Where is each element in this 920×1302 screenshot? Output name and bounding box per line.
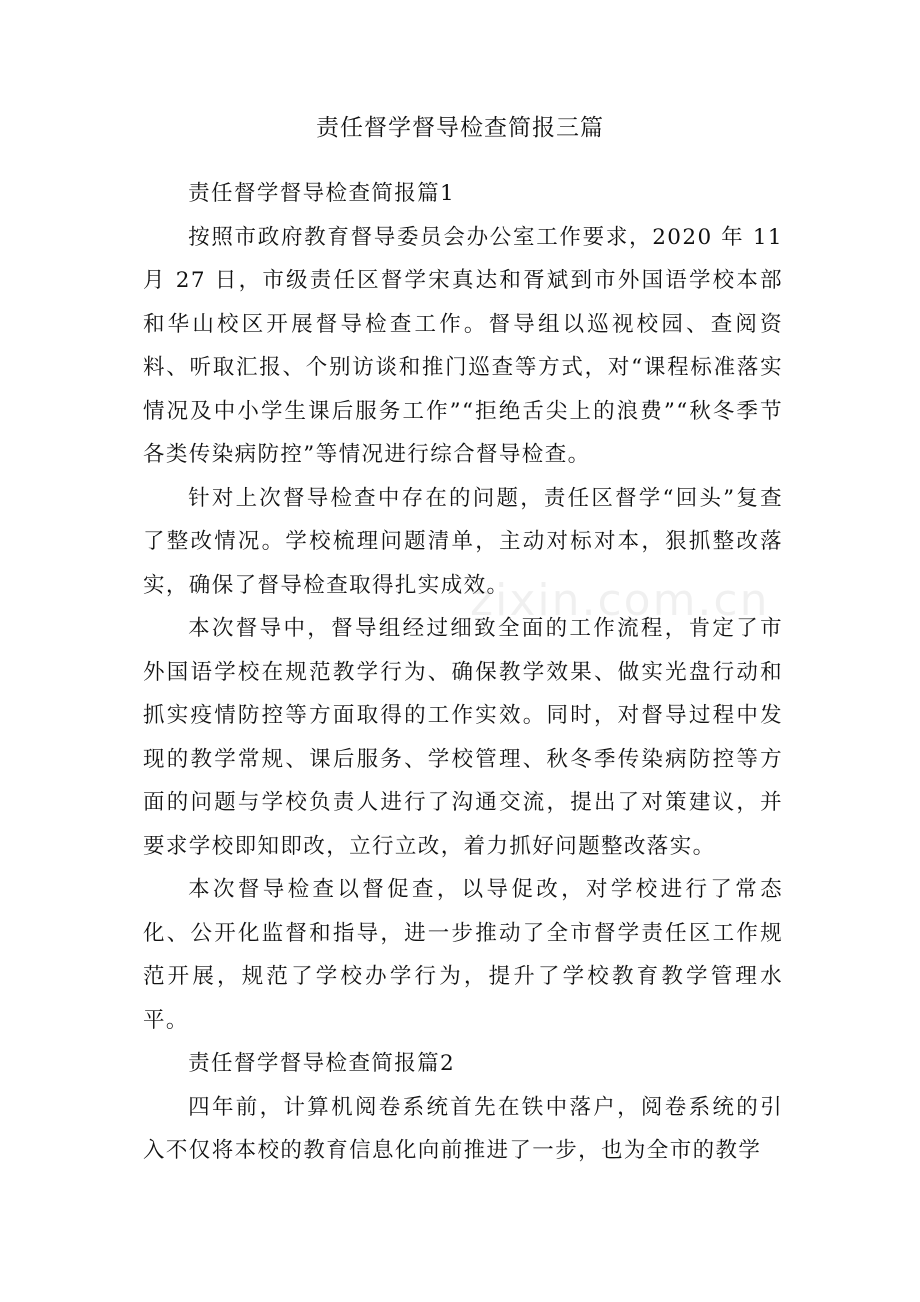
section-heading-1: 责任督学督导检查简报篇1 [188, 181, 456, 206]
document-body [143, 172, 783, 1173]
paragraph: 本次督导检查以督促查，以导促改，对学校进行了常态化、公开化监督和指导，进一步推动了全市督学责任区工作规范开展，规范了学校办学行为，提升了学校教育教学管理水平。 [143, 877, 783, 1033]
paragraph: 本次督导中，督导组经过细致全面的工作流程，肯定了市外国语学校在规范教学行为、确保教学效果、做实光盘行动和抓实疫情防控等方面取得的工作实效。同时，对督导过程中发现的教学常规、课后服务、学校管理、秋冬季传染病防控等方面的问题与学校负责人进行了沟通交流，提出了对策建议，并要求学校即知即改，立行立改，着力抓好问题整改落实。 [143, 616, 783, 859]
document-title: 责任督学督导检查简报三篇 [316, 115, 604, 141]
section-heading-2: 责任督学督导检查简报篇2 [188, 1051, 456, 1076]
watermark: zixin.com.cn [470, 575, 770, 626]
paragraph: 四年前，计算机阅卷系统首先在铁中落户，阅卷系统的引入不仅将本校的教育信息化向前推进了一步，也为全市的教学 [143, 1094, 783, 1163]
paragraph: 按照市政府教育督导委员会办公室工作要求，2020 年 11 月 27 日，市级责任区督学宋真达和胥斌到市外国语学校本部和华山校区开展督导检查工作。督导组以巡视校园、查阅资料、听取汇报、个别访谈和推门巡查等方式，对“课程标准落实情况及中小学生课后服务工作”“拒绝舌尖上的浪费”“秋冬季节各类传染病防控”等情况进行综合督导检查。 [143, 224, 783, 467]
paragraph: 针对上次督导检查中存在的问题，责任区督学“回头”复查了整改情况。学校梳理问题清单，主动对标对本，狠抓整改落实，确保了督导检查取得扎实成效。 [143, 485, 783, 598]
